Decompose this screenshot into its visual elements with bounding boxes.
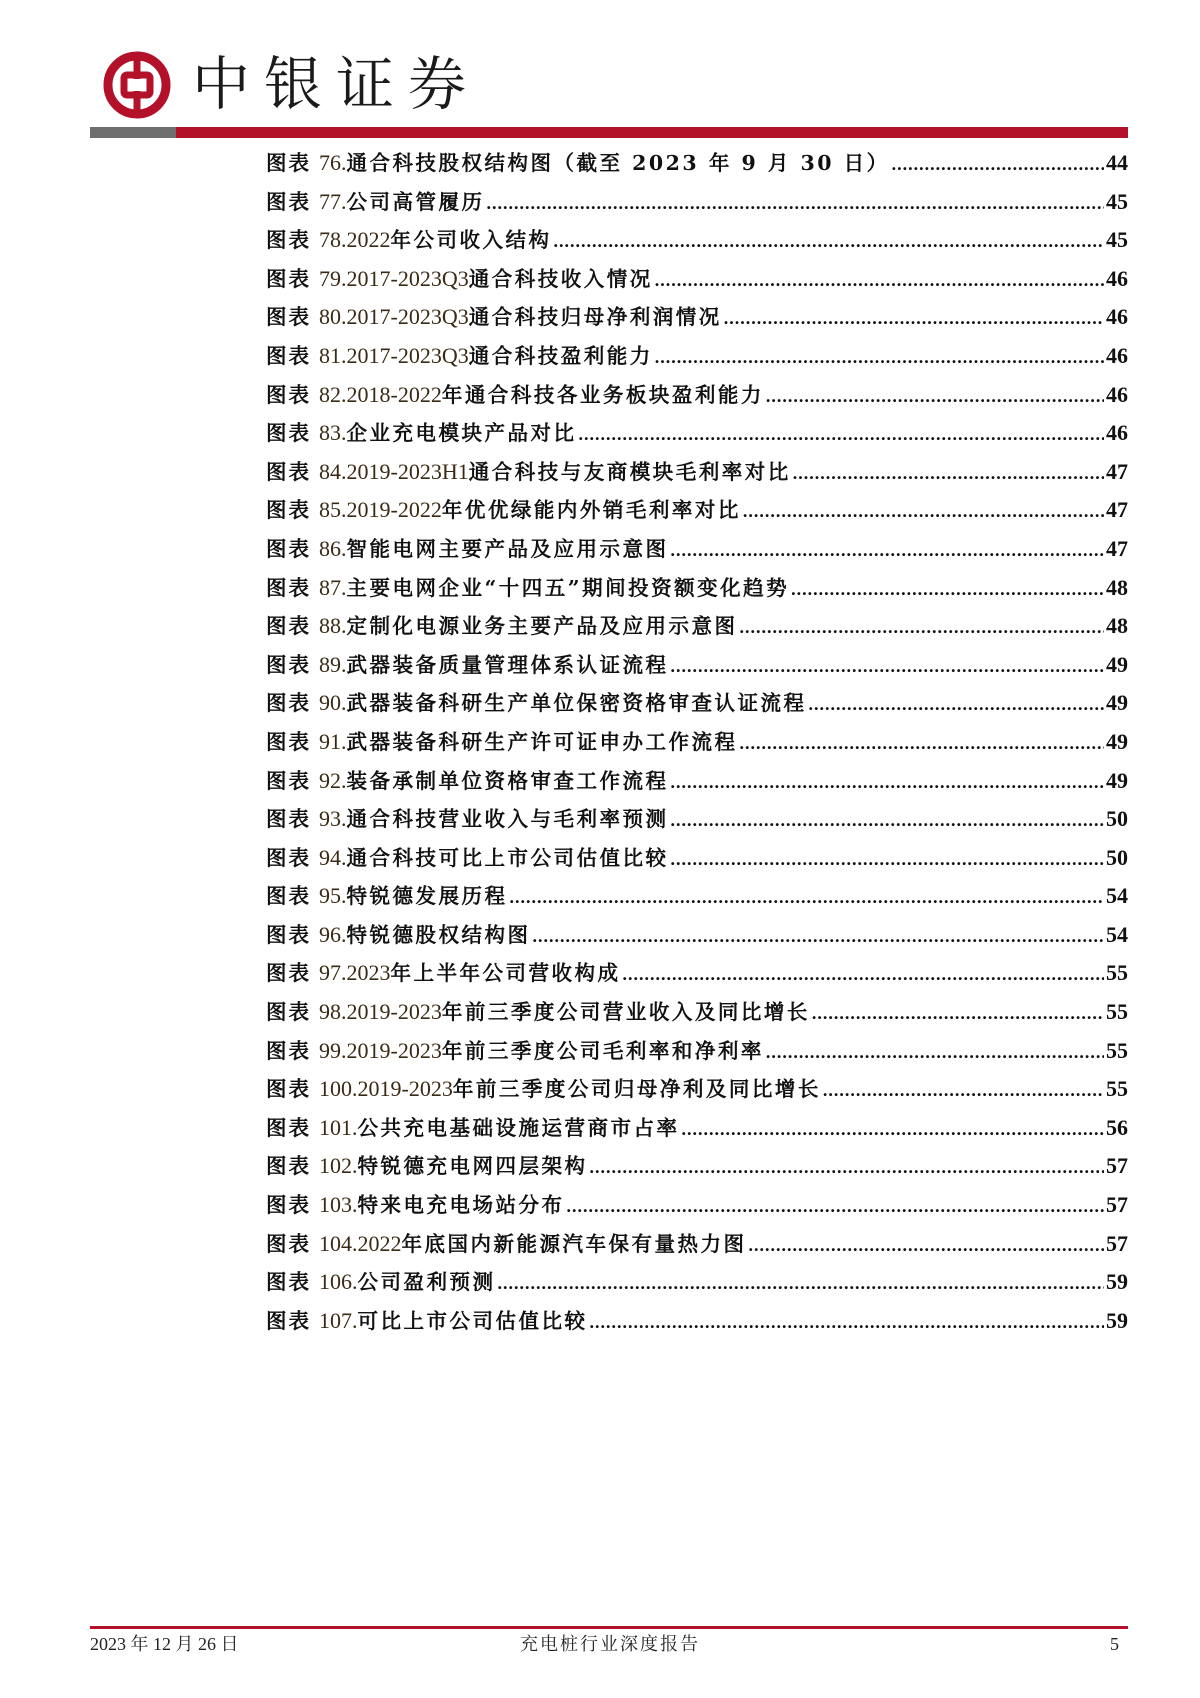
toc-entry-page: 47 — [1106, 458, 1128, 484]
toc-entry-page: 57 — [1106, 1153, 1128, 1179]
toc-entry-number: 93. — [319, 806, 347, 832]
toc-entry-page: 59 — [1106, 1269, 1128, 1295]
toc-entry-prefix: 图表 — [266, 498, 311, 523]
toc-entry-title: 公共充电基础设施运营商市占率 — [357, 1115, 680, 1140]
toc-entry[interactable] — [266, 453, 1128, 492]
toc-entry-page: 56 — [1106, 1114, 1128, 1140]
toc-entry-number: 107. — [319, 1307, 358, 1333]
dot-leader — [554, 222, 1105, 261]
toc-entry-number: 106. — [319, 1269, 358, 1295]
footer-rule — [90, 1626, 1128, 1629]
toc-entry[interactable] — [266, 414, 1128, 453]
dot-leader — [671, 840, 1105, 879]
toc-entry-page: 54 — [1106, 921, 1128, 947]
toc-entry-title: 定制化电源业务主要产品及应用示意图 — [346, 614, 738, 639]
header-rule-gray — [90, 127, 176, 138]
toc-entry-title: 年前三季度公司毛利率和净利率 — [441, 1038, 764, 1063]
dot-leader — [892, 145, 1104, 184]
toc-entry-number: 95. — [319, 883, 347, 909]
toc-entry-prefix: 图表 — [266, 845, 311, 870]
toc-entry-prefix: 图表 — [266, 1270, 311, 1295]
toc-entry-title: 年前三季度公司营业收入及同比增长 — [441, 1000, 810, 1025]
dot-leader — [498, 1264, 1105, 1303]
toc-entry-number: 85.2019-2022 — [319, 497, 442, 523]
toc-entry-page: 54 — [1106, 883, 1128, 909]
toc-entry-number: 88. — [319, 613, 347, 639]
toc-entry-prefix: 图表 — [266, 768, 311, 793]
toc-entry[interactable] — [266, 530, 1128, 569]
dot-leader — [749, 1226, 1105, 1265]
toc-entry-title: 特锐德股权结构图 — [346, 922, 531, 947]
toc-entry-prefix: 图表 — [266, 807, 311, 832]
toc-entry[interactable] — [266, 260, 1128, 299]
toc-entry-title: 主要电网企业“十四五”期间投资额变化趋势 — [346, 575, 790, 600]
toc-entry-page: 45 — [1106, 227, 1128, 253]
toc-entry[interactable] — [266, 1263, 1128, 1302]
dot-leader — [766, 377, 1104, 416]
toc-entry-page: 55 — [1106, 960, 1128, 986]
toc-entry-title: 通合科技股权结构图（截至 2023 年 9 月 30 日） — [346, 151, 890, 175]
toc-entry[interactable] — [266, 1070, 1128, 1109]
toc-entry-title: 通合科技营业收入与毛利率预测 — [346, 807, 669, 832]
toc-entry[interactable] — [266, 916, 1128, 955]
dot-leader — [671, 647, 1105, 686]
toc-entry-page: 47 — [1106, 497, 1128, 523]
dot-leader — [740, 724, 1105, 763]
toc-entry-number: 98.2019-2023 — [319, 999, 442, 1025]
dot-leader — [590, 1148, 1105, 1187]
toc-entry-prefix: 图表 — [266, 151, 311, 175]
toc-entry-title: 年公司收入结构 — [390, 228, 552, 253]
toc-entry[interactable] — [266, 298, 1128, 337]
dot-leader — [791, 570, 1104, 609]
toc-entry-page: 49 — [1106, 690, 1128, 716]
toc-entry[interactable] — [266, 684, 1128, 723]
toc-entry-number: 92. — [319, 767, 347, 793]
toc-entry-page: 45 — [1106, 188, 1128, 214]
toc-entry[interactable] — [266, 1302, 1128, 1341]
toc-entry[interactable] — [266, 607, 1128, 646]
toc-entry-page: 49 — [1106, 651, 1128, 677]
toc-entry-number: 99.2019-2023 — [319, 1037, 442, 1063]
toc-entry-prefix: 图表 — [266, 1154, 311, 1179]
toc-entry-prefix: 图表 — [266, 1077, 311, 1102]
footer-date: 2023 年 12 月 26 日 — [90, 1634, 239, 1654]
toc-entry-page: 55 — [1106, 999, 1128, 1025]
toc-entry-prefix: 图表 — [266, 652, 311, 677]
toc-entry-page: 46 — [1106, 304, 1128, 330]
dot-leader — [812, 994, 1104, 1033]
brand-name: 中银证券 — [192, 50, 481, 118]
toc-entry-page: 46 — [1106, 342, 1128, 368]
toc-entry[interactable] — [266, 723, 1128, 762]
toc-entry[interactable] — [266, 646, 1128, 685]
dot-leader — [567, 1187, 1105, 1226]
toc-entry-title: 通合科技盈利能力 — [468, 343, 653, 368]
toc-entry-prefix: 图表 — [266, 575, 311, 600]
toc-entry-number: 102. — [319, 1153, 358, 1179]
toc-entry-prefix: 图表 — [266, 536, 311, 561]
toc-entry-number: 86. — [319, 535, 347, 561]
toc-entry-prefix: 图表 — [266, 228, 311, 253]
dot-leader — [740, 608, 1105, 647]
toc-entry-page: 50 — [1106, 806, 1128, 832]
toc-entry[interactable] — [266, 877, 1128, 916]
toc-entry-page: 48 — [1106, 613, 1128, 639]
toc-entry-page: 49 — [1106, 767, 1128, 793]
footer-report-title: 充电桩行业深度报告 — [520, 1634, 700, 1654]
toc-entry-number: 87. — [319, 574, 347, 600]
toc-entry-prefix: 图表 — [266, 1231, 311, 1256]
dot-leader — [655, 338, 1104, 377]
toc-entry-title: 企业充电模块产品对比 — [346, 421, 577, 446]
dot-leader — [809, 685, 1105, 724]
toc-entry-page: 46 — [1106, 265, 1128, 291]
bank-of-china-logo-icon — [102, 50, 172, 120]
toc-entry-title: 武器装备科研生产单位保密资格审查认证流程 — [346, 691, 807, 716]
toc-entry[interactable] — [266, 800, 1128, 839]
toc-entry-title: 年通合科技各业务板块盈利能力 — [441, 382, 764, 407]
toc-entry-number: 78.2022 — [319, 227, 391, 253]
dot-leader — [766, 1033, 1104, 1072]
toc-entry-number: 97.2023 — [319, 960, 391, 986]
toc-entry-page: 55 — [1106, 1076, 1128, 1102]
dot-leader — [793, 454, 1104, 493]
dot-leader — [743, 492, 1104, 531]
figure-index-list — [266, 144, 1128, 1340]
toc-entry-title: 智能电网主要产品及应用示意图 — [346, 536, 669, 561]
toc-entry-number: 96. — [319, 921, 347, 947]
toc-entry-prefix: 图表 — [266, 884, 311, 909]
dot-leader — [671, 763, 1105, 802]
toc-entry[interactable] — [266, 762, 1128, 801]
toc-entry-number: 80.2017-2023Q3 — [319, 304, 469, 330]
toc-entry-page: 48 — [1106, 574, 1128, 600]
toc-entry-number: 79.2017-2023Q3 — [319, 265, 469, 291]
toc-entry-prefix: 图表 — [266, 729, 311, 754]
dot-leader — [671, 531, 1105, 570]
toc-entry-number: 76. — [319, 150, 347, 175]
toc-entry[interactable] — [266, 1147, 1128, 1186]
toc-entry-number: 82.2018-2022 — [319, 381, 442, 407]
toc-entry-prefix: 图表 — [266, 961, 311, 986]
dot-leader — [510, 878, 1105, 917]
dot-leader — [655, 261, 1104, 300]
toc-entry-prefix: 图表 — [266, 1308, 311, 1333]
toc-entry-prefix: 图表 — [266, 343, 311, 368]
toc-entry-number: 83. — [319, 420, 347, 446]
toc-entry[interactable] — [266, 993, 1128, 1032]
dot-leader — [579, 415, 1105, 454]
toc-entry-title: 年底国内新能源汽车保有量热力图 — [401, 1231, 747, 1256]
toc-entry-page: 44 — [1106, 150, 1128, 175]
toc-entry-page: 57 — [1106, 1192, 1128, 1218]
toc-entry-page: 46 — [1106, 420, 1128, 446]
toc-entry-number: 77. — [319, 188, 347, 214]
toc-entry-number: 103. — [319, 1192, 358, 1218]
toc-entry-title: 可比上市公司估值比较 — [357, 1308, 588, 1333]
toc-entry[interactable] — [266, 954, 1128, 993]
toc-entry-prefix: 图表 — [266, 922, 311, 947]
toc-entry-title: 特锐德发展历程 — [346, 884, 508, 909]
toc-entry-number: 94. — [319, 844, 347, 870]
toc-entry-title: 武器装备质量管理体系认证流程 — [346, 652, 669, 677]
toc-entry-title: 年上半年公司营收构成 — [390, 961, 621, 986]
toc-entry-prefix: 图表 — [266, 305, 311, 330]
header-rule-red — [176, 127, 1128, 138]
toc-entry-title: 年优优绿能内外销毛利率对比 — [441, 498, 741, 523]
toc-entry[interactable] — [266, 1032, 1128, 1071]
toc-entry-title: 通合科技收入情况 — [468, 266, 653, 291]
toc-entry-prefix: 图表 — [266, 266, 311, 291]
toc-entry-page: 50 — [1106, 844, 1128, 870]
toc-entry-number: 81.2017-2023Q3 — [319, 342, 469, 368]
toc-entry-page: 49 — [1106, 728, 1128, 754]
toc-entry-page: 57 — [1106, 1230, 1128, 1256]
dot-leader — [671, 801, 1105, 840]
toc-entry[interactable] — [266, 183, 1128, 222]
toc-entry-number: 84.2019-2023H1 — [319, 458, 469, 484]
toc-entry-prefix: 图表 — [266, 1115, 311, 1140]
toc-entry-prefix: 图表 — [266, 382, 311, 407]
toc-entry[interactable] — [266, 491, 1128, 530]
toc-entry[interactable] — [266, 337, 1128, 376]
toc-entry-page: 59 — [1106, 1307, 1128, 1333]
toc-entry-number: 91. — [319, 728, 347, 754]
toc-entry-number: 104.2022 — [319, 1230, 402, 1256]
toc-entry-title: 年前三季度公司归母净利及同比增长 — [452, 1077, 821, 1102]
toc-entry-title: 特来电充电场站分布 — [357, 1193, 565, 1218]
toc-entry-title: 通合科技可比上市公司估值比较 — [346, 845, 669, 870]
dot-leader — [590, 1303, 1105, 1342]
toc-entry[interactable] — [266, 376, 1128, 415]
dot-leader — [682, 1110, 1105, 1149]
dot-leader — [724, 299, 1104, 338]
toc-entry-prefix: 图表 — [266, 421, 311, 446]
toc-entry-prefix: 图表 — [266, 459, 311, 484]
toc-entry-number: 101. — [319, 1114, 358, 1140]
dot-leader — [623, 955, 1105, 994]
toc-entry-prefix: 图表 — [266, 189, 311, 214]
toc-entry[interactable] — [266, 1225, 1128, 1264]
toc-entry-page: 46 — [1106, 381, 1128, 407]
toc-entry-number: 90. — [319, 690, 347, 716]
toc-entry-page: 47 — [1106, 535, 1128, 561]
toc-entry[interactable] — [266, 1109, 1128, 1148]
toc-entry[interactable] — [266, 569, 1128, 608]
toc-entry-title: 特锐德充电网四层架构 — [357, 1154, 588, 1179]
toc-entry[interactable] — [266, 144, 1128, 183]
toc-entry-prefix: 图表 — [266, 691, 311, 716]
dot-leader — [533, 917, 1105, 956]
footer-page-number: 5 — [1110, 1634, 1119, 1654]
toc-entry[interactable] — [266, 221, 1128, 260]
toc-entry-prefix: 图表 — [266, 614, 311, 639]
toc-entry-prefix: 图表 — [266, 1193, 311, 1218]
toc-entry[interactable] — [266, 1186, 1128, 1225]
toc-entry-title: 通合科技归母净利润情况 — [468, 305, 722, 330]
toc-entry-title: 公司盈利预测 — [357, 1270, 496, 1295]
toc-entry-number: 100.2019-2023 — [319, 1076, 453, 1102]
toc-entry-number: 89. — [319, 651, 347, 677]
dot-leader — [487, 184, 1105, 223]
toc-entry-title: 装备承制单位资格审查工作流程 — [346, 768, 669, 793]
toc-entry-title: 武器装备科研生产许可证申办工作流程 — [346, 729, 738, 754]
toc-entry-title: 公司高管履历 — [346, 189, 485, 214]
toc-entry-prefix: 图表 — [266, 1038, 311, 1063]
toc-entry-prefix: 图表 — [266, 1000, 311, 1025]
toc-entry-title: 通合科技与友商模块毛利率对比 — [468, 459, 791, 484]
dot-leader — [823, 1071, 1104, 1110]
toc-entry-page: 55 — [1106, 1037, 1128, 1063]
toc-entry[interactable] — [266, 839, 1128, 878]
